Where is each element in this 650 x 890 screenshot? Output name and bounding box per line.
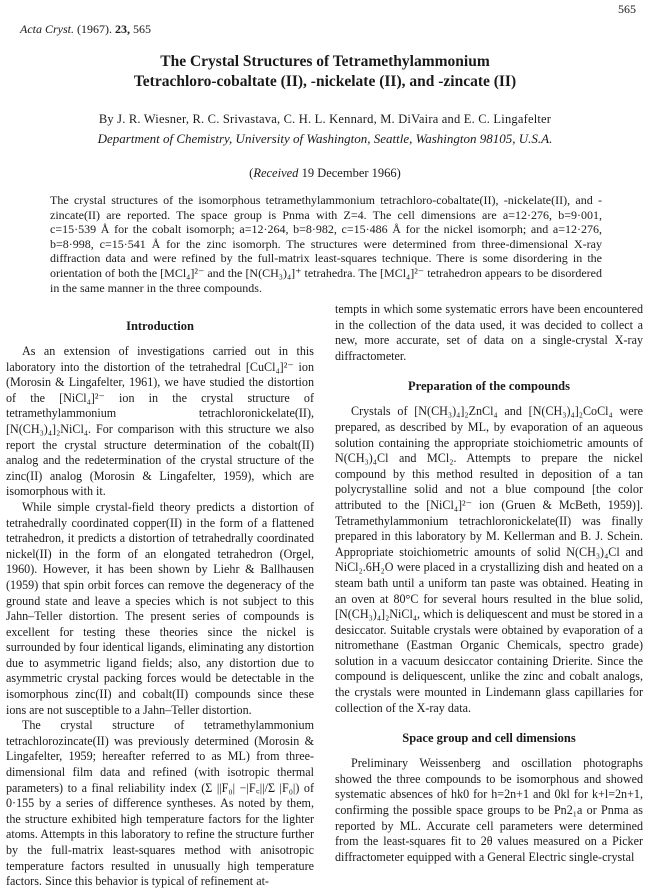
abstract bbox=[50, 193, 602, 295]
introduction-paragraph-3: The crystal structure of tetramethylammonium tetrachlorozincate(II) was previously determined (Morosin & Lingafelter, 1959; hereafter referred to as ML) from three-dimensional film data and refined (with isotropic thermal parameters) to a final reliability index (Σ ||F₀| −|F꜀||/Σ |F₀|) of 0·155 by a series of difference syntheses. As noted by them, the structure exhibited high temperature factors for the lighter atoms. Attempts in this laboratory to refine the structure further by the full-matrix least-squares method with anisotropic temperature factors resulted in unusually high temperature factors. Since this behavior is typical of refinement at- bbox=[6, 718, 314, 889]
left-column bbox=[6, 310, 314, 890]
article-title bbox=[0, 52, 650, 92]
received-label: Received bbox=[253, 166, 299, 180]
citation-page: 565 bbox=[133, 22, 151, 36]
title-line-1: The Crystal Structures of Tetramethylammonium bbox=[160, 53, 490, 70]
page-number: 565 bbox=[618, 2, 636, 16]
received-date: 19 December 1966 bbox=[301, 166, 397, 180]
author-list: By J. R. Wiesner, R. C. Srivastava, C. H. L. Kennard, M. DiVaira and E. C. Lingafelter bbox=[98, 112, 552, 126]
abstract-text: The crystal structures of the isomorphous tetramethylammonium tetrachloro-cobaltate(II), -nickelate(II), and -zincate(II) are reported. The space group is Pnma with Z=4. The cell dimensions are a=12·276, b=9·001, c=15·539 Å for the cobalt isomorph; a=12·264, b=8·982, c=15·486 Å for the nickel isomorph; and a=12·276, b=8·998, c=15·541 Å for the zinc isomorph. The structures were determined from three-dimensional X-ray diffraction data and were refined by the full-matrix least-squares technique. There is some disordering in the orientation of both the [MCl₄]²⁻ and the [N(CH₃)₄]⁺ tetrahedra. The [MCl₄]²⁻ tetrahedron appears to be disordered in the same manner in the three compounds. bbox=[50, 193, 602, 295]
space-group-paragraph-1: Preliminary Weissenberg and oscillation photographs showed the three compounds to be isomorphous and showed systematic absences of hk0 for h=2n+1 and 0kl for k+l=2n+1, confirming the possible space groups to be Pn2₁a or Pnma as reported by ML. Accurate cell parameters were determined from the least-squares fit to 2θ values measured on a Picker diffractometer equipped with a General Electric single-crystal bbox=[335, 756, 643, 864]
citation-year: (1967). bbox=[77, 22, 112, 36]
introduction-paragraph-2: While simple crystal-field theory predicts a distortion of tetrahedrally coordinated copper(II) in the form of a flattened tetrahedron, it predicts a distortion of tetrahedrally coordinated nickel(II) in the form of an elongated tetrahedron (Orgel, 1960). However, it has been shown by Liehr & Ballhausen (1959) that spin orbit forces can remove the degeneracy of the ground state and leave a species which is not subject to this Jahn–Teller distortion. The present series of compounds is excellent for testing these theories since the nickel is surrounded by four identical ligands, eliminating any distortion due to asymmetric ligand fields; also, any distortion due to asymmetric crystal packing forces would be detectable in the isomorphous zinc(II) and cobalt(II) compounds since these ions are not susceptible to a Jahn–Teller distortion. bbox=[6, 499, 314, 717]
affiliation: Department of Chemistry, University of Washington, Seattle, Washington 98105, U.S.A. bbox=[97, 131, 553, 146]
right-column bbox=[335, 302, 643, 865]
section-heading-preparation: Preparation of the compounds bbox=[408, 379, 570, 394]
introduction-paragraph-3-continued: tempts in which some systematic errors have been encountered in the collection of the data used, it was decided to collect a new, more accurate, set of data on a single-crystal X-ray diffractometer. bbox=[335, 302, 643, 363]
section-heading-introduction: Introduction bbox=[126, 319, 194, 333]
received-date-line: (Received 19 December 1966) bbox=[249, 166, 401, 180]
citation-volume: 23, bbox=[115, 22, 130, 36]
section-heading-space-group: Space group and cell dimensions bbox=[402, 731, 576, 746]
preparation-paragraph-1: Crystals of [N(CH₃)₄]₂ZnCl₄ and [N(CH₃)₄]₂CoCl₄ were prepared, as described by ML, by evaporation of an aqueous solution containing the appropriate stoichiometric amounts of N(CH₃)₄Cl and MCl₂. Attempts to prepare the nickel compound by this method resulted in deposition of a tan polycrystalline solid and not a blue compound [the color attributed to the [NiCl₄]²⁻ ion (Gruen & McBeth, 1959)]. Tetramethylammonium tetrachloronickelate(II) was finally prepared in this laboratory by M. Kellerman and B. J. Schein. Appropriate stoichiometric amounts of solid N(CH₃)₄Cl and NiCl₂.6H₂O were placed in a crystallizing dish and heated on a steam bath until a uniform tan paste was obtained. Heating in an oven at 80°C for several hours resulted in the blue solid, [N(CH₃)₄]₂NiCl₄, which is deliquescent and must be stored in a desiccator. Suitable crystals were obtained by evaporation of a nitromethane (Eastman Organic Chemicals, spectro grade) solution in a vacuum desiccator containing Drierite. Since the compound is deliquescent, unlike the zinc and cobalt analogs, the crystals were mounted in Lindemann glass capillaries for collection of the X-ray data. bbox=[335, 404, 643, 715]
introduction-paragraph-1: As an extension of investigations carried out in this laboratory into the distortion of the tetrahedral [CuCl₄]²⁻ ion (Morosin & Lingafelter, 1961), we have studied the distortion of the [NiCl₄]²⁻ ion in the crystal structure of tetramethylammonium tetrachloronickelate(II), [N(CH₃)₄]₂NiCl₄. For comparison with this structure we also report the crystal structure determination of the cobalt(II) analog and the redetermination of the crystal structure of the zinc(II) analog (Morosin & Lingafelter, 1959), which are isomorphous with it. bbox=[6, 344, 314, 499]
journal-name: Acta Cryst. bbox=[20, 22, 74, 36]
title-line-2: Tetrachloro-cobaltate (II), -nickelate (II), and -zincate (II) bbox=[133, 73, 517, 90]
journal-citation bbox=[20, 22, 151, 37]
